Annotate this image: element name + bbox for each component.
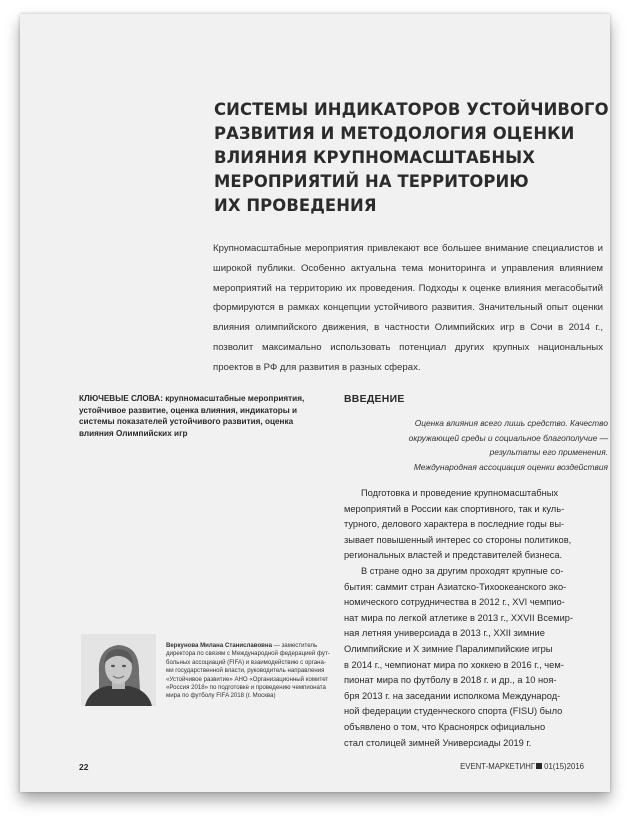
paragraph — [344, 564, 610, 751]
text-line: нат мира по легкой атлетике в 2013 г., XXVII Всемир- — [344, 612, 574, 623]
text-line: В стране одно за другим проходят крупные со- — [361, 565, 564, 576]
text-line: зывает повышенный интерес со стороны политиков, — [344, 534, 572, 545]
author-info-line: больных ассоциаций (FIFA) и взаимодействию с органа- — [166, 658, 326, 666]
text-line: номического сотрудничества в 2012 г., XVI чемпио- — [344, 597, 565, 608]
article-lead: Крупномасштабные мероприятия привлекают все большее внимание специалистов и широкой публики. Особенно актуальна тема мониторинга и управления влиянием мероприятий на территорию их проведения. Подходы к оценке влияния мегасобытий формируются в рамках концепции устойчивого развития. Значительный опыт оценки влияния олимпийского движения, в частности Олимпийских игр в Сочи в 2014 г., позволит максимально использовать потенциал других крупных национальных проектов в РФ для развития в разных сферах. — [213, 243, 603, 373]
text-line: стал столицей зимней Универсиады 2019 г. — [344, 737, 532, 748]
author-info-line: директора по связям с Международной федерацией фут- — [166, 650, 330, 658]
keywords-block: КЛЮЧЕВЫЕ СЛОВА: крупномасштабные мероприятия, устойчивое развитие, оценка влияния, индикаторы и системы показателей устойчивого развития, оценка влияния Олимпийских игр — [79, 394, 305, 438]
issue-number: 01(15)2016 — [544, 762, 584, 771]
journal-page — [20, 14, 610, 792]
text-line: мероприятий в России как спортивного, так и куль- — [344, 503, 565, 514]
epigraph-source: Международная ассоциация оценки воздействия — [413, 461, 608, 472]
text-line: турного, делового характера в последние годы вы- — [344, 519, 565, 530]
author-info-line: мира по футболу FIFA 2018 (г. Москва) — [166, 692, 276, 700]
paragraph — [344, 486, 610, 564]
epigraph-line: окружающей среды и социальное благополучие — — [408, 432, 608, 443]
magazine-name: EVENT-МАРКЕТИНГ — [460, 762, 536, 771]
text-line: пионат мира по футболу в 2018 г. и др., а 10 ноя- — [344, 675, 557, 686]
text-line: ной федерации студенческого спорта (FISU) было — [344, 706, 563, 717]
text-line: бря 2013 г. на заседании исполкома Международ- — [344, 690, 561, 701]
title-line: СИСТЕМЫ ИНДИКАТОРОВ УСТОЙЧИВОГО — [214, 100, 609, 119]
text-line: в 2014 г., чемпионат мира по хоккею в 2016 г., чем- — [344, 659, 564, 670]
section-heading: ВВЕДЕНИЕ — [344, 394, 405, 405]
page-number: 22 — [79, 762, 89, 772]
text-line: бытия: саммит стран Азиатско-Тихоокеанского эко- — [344, 581, 567, 592]
footer-journal-info — [460, 762, 584, 771]
text-line: ная летняя универсиада в 2013 г., XXII зимние — [344, 628, 545, 639]
square-bullet-icon — [536, 763, 542, 769]
title-line: РАЗВИТИЯ И МЕТОДОЛОГИЯ ОЦЕНКИ — [214, 124, 575, 143]
author-info-line: ми государственной власти, руководитель направления — [166, 667, 325, 675]
title-line: ВЛИЯНИЯ КРУПНОМАСШТАБНЫХ — [214, 148, 535, 167]
title-line: МЕРОПРИЯТИЙ НА ТЕРРИТОРИЮ — [214, 172, 529, 191]
text-line: Подготовка и проведение крупномасштабных — [361, 488, 559, 498]
text-line: региональных властей и представителей бизнеса. — [344, 550, 563, 561]
author-info — [166, 642, 336, 701]
author-info-line — [166, 642, 336, 650]
text-line: Олимпийские и Х зимние Паралимпийские игры — [344, 643, 553, 654]
epigraph — [360, 416, 608, 474]
title-line: ИХ ПРОВЕДЕНИЯ — [214, 196, 377, 215]
epigraph-line: Оценка влияния всего лишь средство. Качество — [414, 418, 608, 428]
author-position-start: — заместитель — [273, 642, 318, 649]
author-info-line: «Устойчивое развитие» АНО «Организационный комитет — [166, 675, 329, 683]
article-title — [214, 98, 609, 218]
author-portrait-image — [81, 634, 156, 706]
text-line: объявлено о том, что Красноярск официально — [344, 721, 546, 732]
author-photo — [81, 634, 156, 706]
introduction-body — [344, 486, 610, 751]
author-info-line: «Россия 2018» по подготовке и проведению чемпионата — [166, 684, 326, 692]
epigraph-line: результаты его применения. — [489, 447, 608, 458]
author-name: Веркунова Милана Станиславовна — [166, 642, 273, 649]
